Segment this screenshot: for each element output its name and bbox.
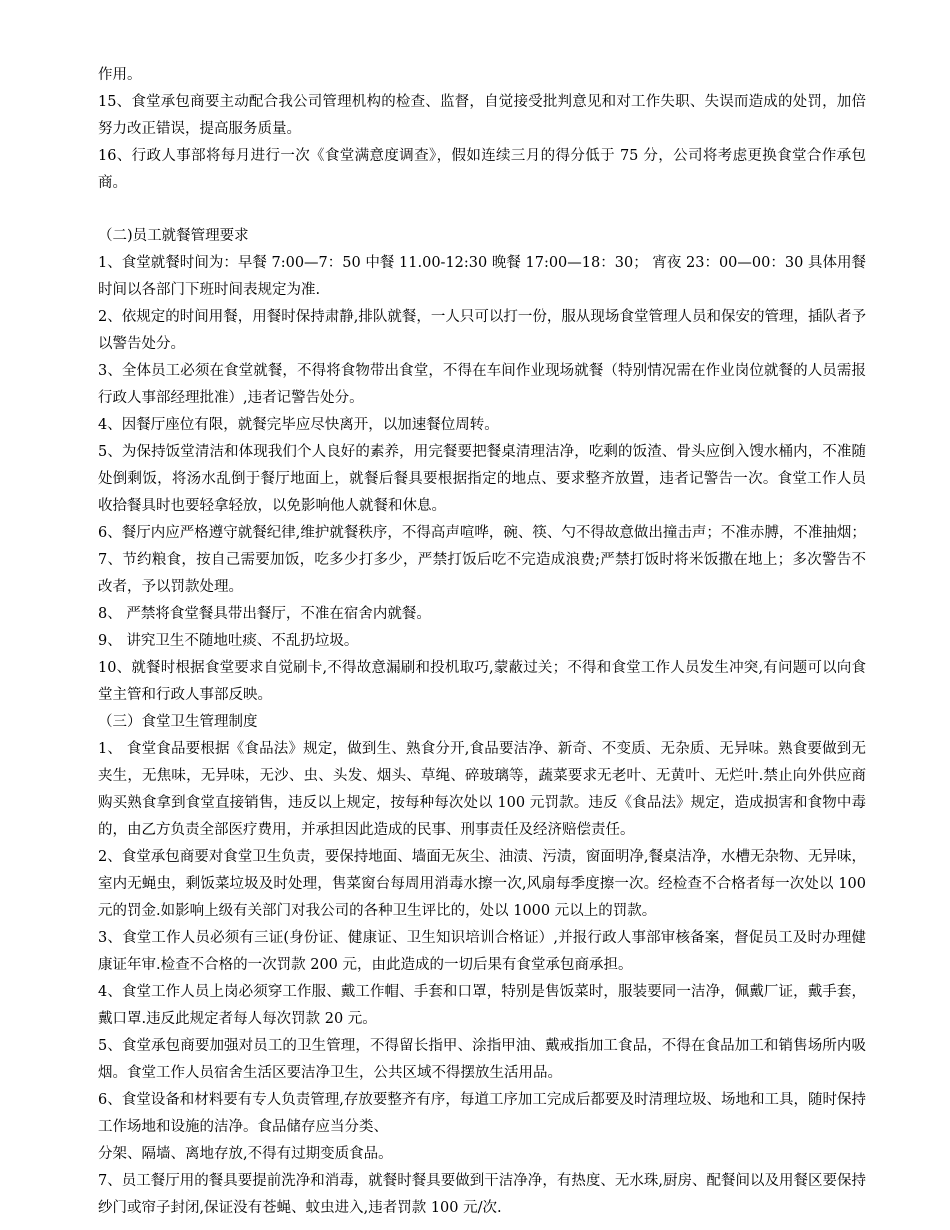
dining-rule-3: 3、全体员工必须在食堂就餐，不得将食物带出食堂，不得在车间作业现场就餐（特别情况需在作业岗位就餐的人员需报行政人事部经理批准）,违者记警告处分。: [98, 363, 866, 406]
intro-tail: 作用。: [98, 67, 142, 83]
dining-rule-7: 7、节约粮食，按自己需要加饭，吃多少打多少，严禁打饭后吃不完造成浪费;严禁打饭时将米饭撒在地上；多次警告不改者，予以罚款处理。: [98, 552, 866, 595]
dining-rule-10: 10、就餐时根据食堂要求自觉刷卡,不得故意漏刷和投机取巧,蒙蔽过关；不得和食堂工作人员发生冲突,有问题可以向食堂主管和行政人事部反映。: [98, 660, 866, 703]
section-heading-hygiene: （三）食堂卫生管理制度: [98, 714, 258, 730]
rule-15: 15、食堂承包商要主动配合我公司管理机构的检查、监督，自觉接受批判意见和对工作失职、失误而造成的处罚，加倍努力改正错误，提高服务质量。: [98, 94, 866, 137]
dining-rule-6: 6、餐厅内应严格遵守就餐纪律,维护就餐秩序，不得高声喧哗，碗、筷、勺不得故意做出撞击声；不准赤膊，不准抽烟；: [98, 525, 866, 541]
dining-rule-5: 5、为保持饭堂清洁和体现我们个人良好的素养，用完餐要把餐桌清理洁净，吃剩的饭渣、骨头应倒入馊水桶内，不准随处倒剩饭，将汤水乱倒于餐厅地面上，就餐后餐具要根据指定的地点、要求整齐放置，违者记警告一次。食堂工作人员收拾餐具时也要轻拿轻放，以免影响他人就餐和休息。: [98, 444, 866, 514]
hygiene-rule-6: 6、食堂设备和材料要有专人负责管理,存放要整齐有序，每道工序加工完成后都要及时清理垃圾、场地和工具，随时保持工作场地和设施的洁净。食品储存应当分类、: [98, 1092, 866, 1135]
hygiene-rule-6-cont: 分架、隔墙、离地存放,不得有过期变质食品。: [98, 1146, 393, 1162]
rule-16: 16、行政人事部将每月进行一次《食堂满意度调查》，假如连续三月的得分低于 75 分，公司将考虑更换食堂合作承包商。: [98, 148, 866, 191]
hygiene-rule-4: 4、食堂工作人员上岗必须穿工作服、戴工作帽、手套和口罩，特别是售饭菜时，服装要同一洁净，佩戴厂证，戴手套，戴口罩.违反此规定者每人每次罚款 20 元。: [98, 984, 866, 1027]
hygiene-rule-2: 2、食堂承包商要对食堂卫生负责，要保持地面、墙面无灰尘、油渍、污渍，窗面明净,餐桌洁净，水槽无杂物、无异味，室内无蝇虫，剩饭菜垃圾及时处理，售菜窗台每周用消毒水擦一次,风扇每季度擦一次。经检查不合格者每一次处以 100 元的罚金.如影响上级有关部门对我公司的各种卫生评比的，处以 1000 元以上的罚款。: [98, 849, 866, 919]
hygiene-rule-3: 3、食堂工作人员必须有三证(身份证、健康证、卫生知识培训合格证）,并报行政人事部审核备案，督促员工及时办理健康证年审.检查不合格的一次罚款 200 元，由此造成的一切后果有食堂承包商承担。: [98, 930, 866, 973]
spacer: [98, 197, 866, 223]
section-heading-dining: （二)员工就餐管理要求: [98, 228, 249, 244]
hygiene-rule-7: 7、员工餐厅用的餐具要提前洗净和消毒，就餐时餐具要做到干洁净净，有热度、无水珠,厨房、配餐间以及用餐区要保持纱门或帘子封闭,保证没有苍蝇、蚊虫进入,违者罚款 100 元/次.: [98, 1173, 866, 1216]
dining-rule-2: 2、依规定的时间用餐，用餐时保持肃静,排队就餐，一人只可以打一份，服从现场食堂管理人员和保安的管理，插队者予以警告处分。: [98, 309, 866, 352]
dining-rule-1: 1、食堂就餐时间为：早餐 7:00—7：50 中餐 11.00-12:30 晚餐 17:00—18：30； 宵夜 23：00—00：30 具体用餐时间以各部门下班时间表规定为准.: [98, 255, 866, 298]
dining-rule-8: 8、 严禁将食堂餐具带出餐厅，不准在宿舍内就餐。: [98, 606, 431, 622]
dining-rule-4: 4、因餐厅座位有限，就餐完毕应尽快离开，以加速餐位周转。: [98, 417, 499, 433]
document-page: [98, 62, 866, 1222]
hygiene-rule-1: 1、 食堂食品要根据《食品法》规定，做到生、熟食分开,食品要洁净、新奇、不变质、无杂质、无异味。熟食要做到无夹生，无焦味，无异味，无沙、虫、头发、烟头、草绳、碎玻璃等，蔬菜要求无老叶、无黄叶、无烂叶.禁止向外供应商购买熟食拿到食堂直接销售，违反以上规定，按每种每次处以 100 元罚款。违反《食品法》规定，造成损害和食物中毒的，由乙方负责全部医疗费用，并承担因此造成的民事、刑事责任及经济赔偿责任。: [98, 741, 866, 838]
dining-rule-9: 9、 讲究卫生不随地吐痰、不乱扔垃圾。: [98, 633, 359, 649]
hygiene-rule-5: 5、食堂承包商要加强对员工的卫生管理，不得留长指甲、涂指甲油、戴戒指加工食品，不得在食品加工和销售场所内吸烟。食堂工作人员宿舍生活区要洁净卫生，公共区域不得摆放生活用品。: [98, 1038, 866, 1081]
